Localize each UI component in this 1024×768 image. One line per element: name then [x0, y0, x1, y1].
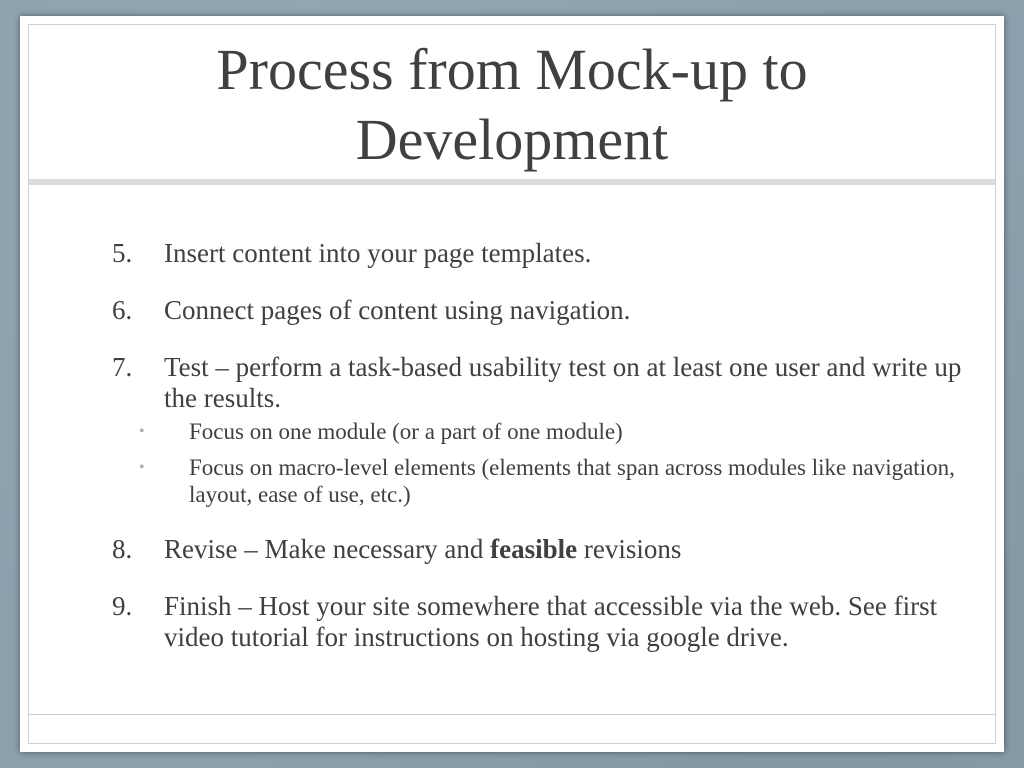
item-text-before: Revise – Make necessary and — [164, 534, 491, 564]
item-text: Test – perform a task-based usability test on at least one user and write up the results. — [164, 352, 962, 413]
sub-list-item — [112, 418, 972, 445]
bullet-icon: • — [139, 423, 145, 440]
title-divider — [29, 179, 995, 185]
list-item — [112, 534, 972, 565]
bullet-icon: • — [139, 459, 145, 476]
list-item — [112, 352, 972, 414]
slide-title: Process from Mock-up to Development — [216, 37, 808, 172]
sub-list-item — [112, 454, 972, 508]
item-text: Insert content into your page templates. — [164, 238, 592, 268]
item-number: 8. — [112, 534, 133, 564]
footer-divider — [29, 714, 995, 715]
sub-list — [112, 418, 972, 508]
slide — [20, 16, 1004, 752]
item-text-after: revisions — [577, 534, 682, 564]
sub-item-text: Focus on macro-level elements (elements that span across modules like navigation, layout, ease of use, etc.) — [189, 455, 955, 507]
list-item — [112, 238, 972, 269]
slide-content — [112, 238, 972, 679]
item-number: 6. — [112, 295, 133, 325]
item-text: Connect pages of content using navigation. — [164, 295, 631, 325]
item-number: 9. — [112, 591, 133, 621]
list-item — [112, 591, 972, 653]
sub-item-text: Focus on one module (or a part of one module) — [189, 419, 623, 444]
item-number: 7. — [112, 352, 133, 382]
item-number: 5. — [112, 238, 133, 268]
item-text: Finish – Host your site somewhere that accessible via the web. See first video tutorial for instructions on hosting via google drive. — [164, 591, 938, 652]
title-area — [29, 25, 995, 185]
list-item — [112, 295, 972, 326]
item-text-bold: feasible — [490, 534, 578, 564]
